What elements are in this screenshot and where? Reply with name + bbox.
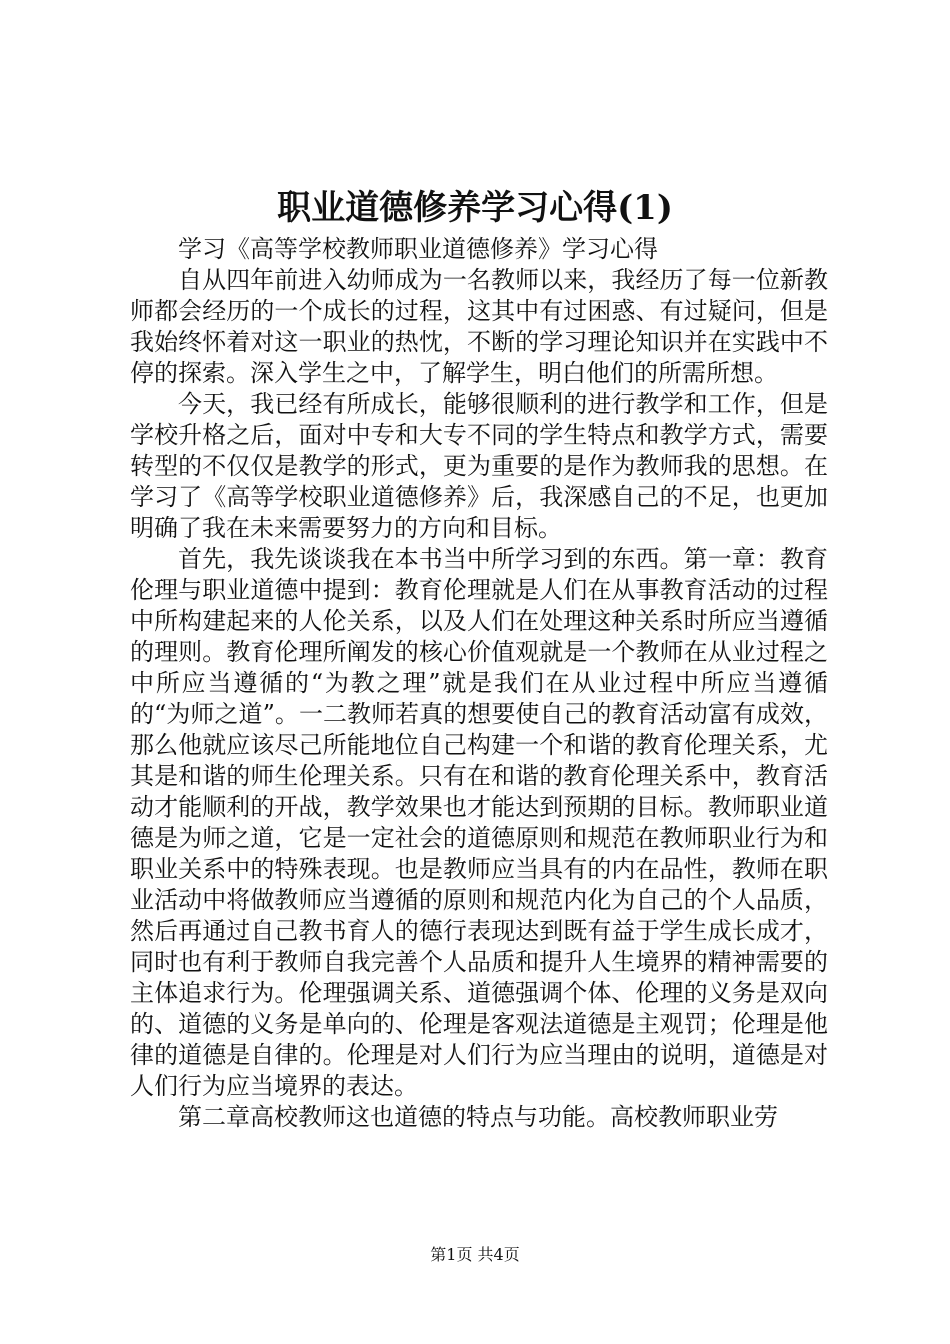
document-title: 职业道德修养学习心得(1) xyxy=(277,188,673,228)
paragraph: 自从四年前进入幼师成为一名教师以来，我经历了每一位新教师都会经历的一个成长的过程，这其中有过困惑、有过疑问，但是我始终怀着对这一职业的热忱，不断的学习理论知识并在实践中不停的探索。深入学生之中，了解学生，明白他们的所需所想。 xyxy=(130,266,828,387)
paragraph-subtitle: 学习《高等学校教师职业道德修养》学习心得 xyxy=(178,235,658,263)
paragraph: 首先，我先谈谈我在本书当中所学习到的东西。第一章：教育伦理与职业道德中提到：教育伦理就是人们在从事教育活动的过程中所构建起来的人伦关系，以及人们在处理这种关系时所应当遵循的理则。教育伦理所阐发的核心价值观就是一个教师在从业过程之中所应当遵循的“为教之理”就是我们在从业过程中所应当遵循的“为师之道”。一二教师若真的想要使自己的教育活动富有成效，那么他就应该尽己所能地位自己构建一个和谐的教育伦理关系，尤其是和谐的师生伦理关系。只有在和谐的教育伦理关系中，教育活动才能顺利的开战，教学效果也才能达到预期的目标。教师职业道德是为师之道，它是一定社会的道德原则和规范在教师职业行为和职业关系中的特殊表现。也是教师应当具有的内在品性，教师在职业活动中将做教师应当遵循的原则和规范内化为自己的个人品质，然后再通过自己教书育人的德行表现达到既有益于学生成长成才，同时也有利于教师自我完善个人品质和提升人生境界的精神需要的主体追求行为。伦理强调关系、道德强调个体、伦理的义务是双向的、道德的义务是单向的、伦理是客观法道德是主观罚；伦理是他律的道德是自律的。伦理是对人们行为应当理由的说明，道德是对人们行为应当境界的表达。 xyxy=(130,545,828,1100)
document-body xyxy=(130,234,828,1133)
paragraph: 今天，我已经有所成长，能够很顺利的进行教学和工作，但是学校升格之后，面对中专和大专不同的学生特点和教学方式，需要转型的不仅仅是教学的形式，更为重要的是作为教师我的思想。在学习了《高等学校职业道德修养》后，我深感自己的不足，也更加明确了我在未来需要努力的方向和目标。 xyxy=(130,390,828,542)
paragraph: 第二章高校教师这也道德的特点与功能。高校教师职业劳 xyxy=(178,1103,778,1131)
page-number-footer: 第1页 共4页 xyxy=(430,1245,520,1264)
